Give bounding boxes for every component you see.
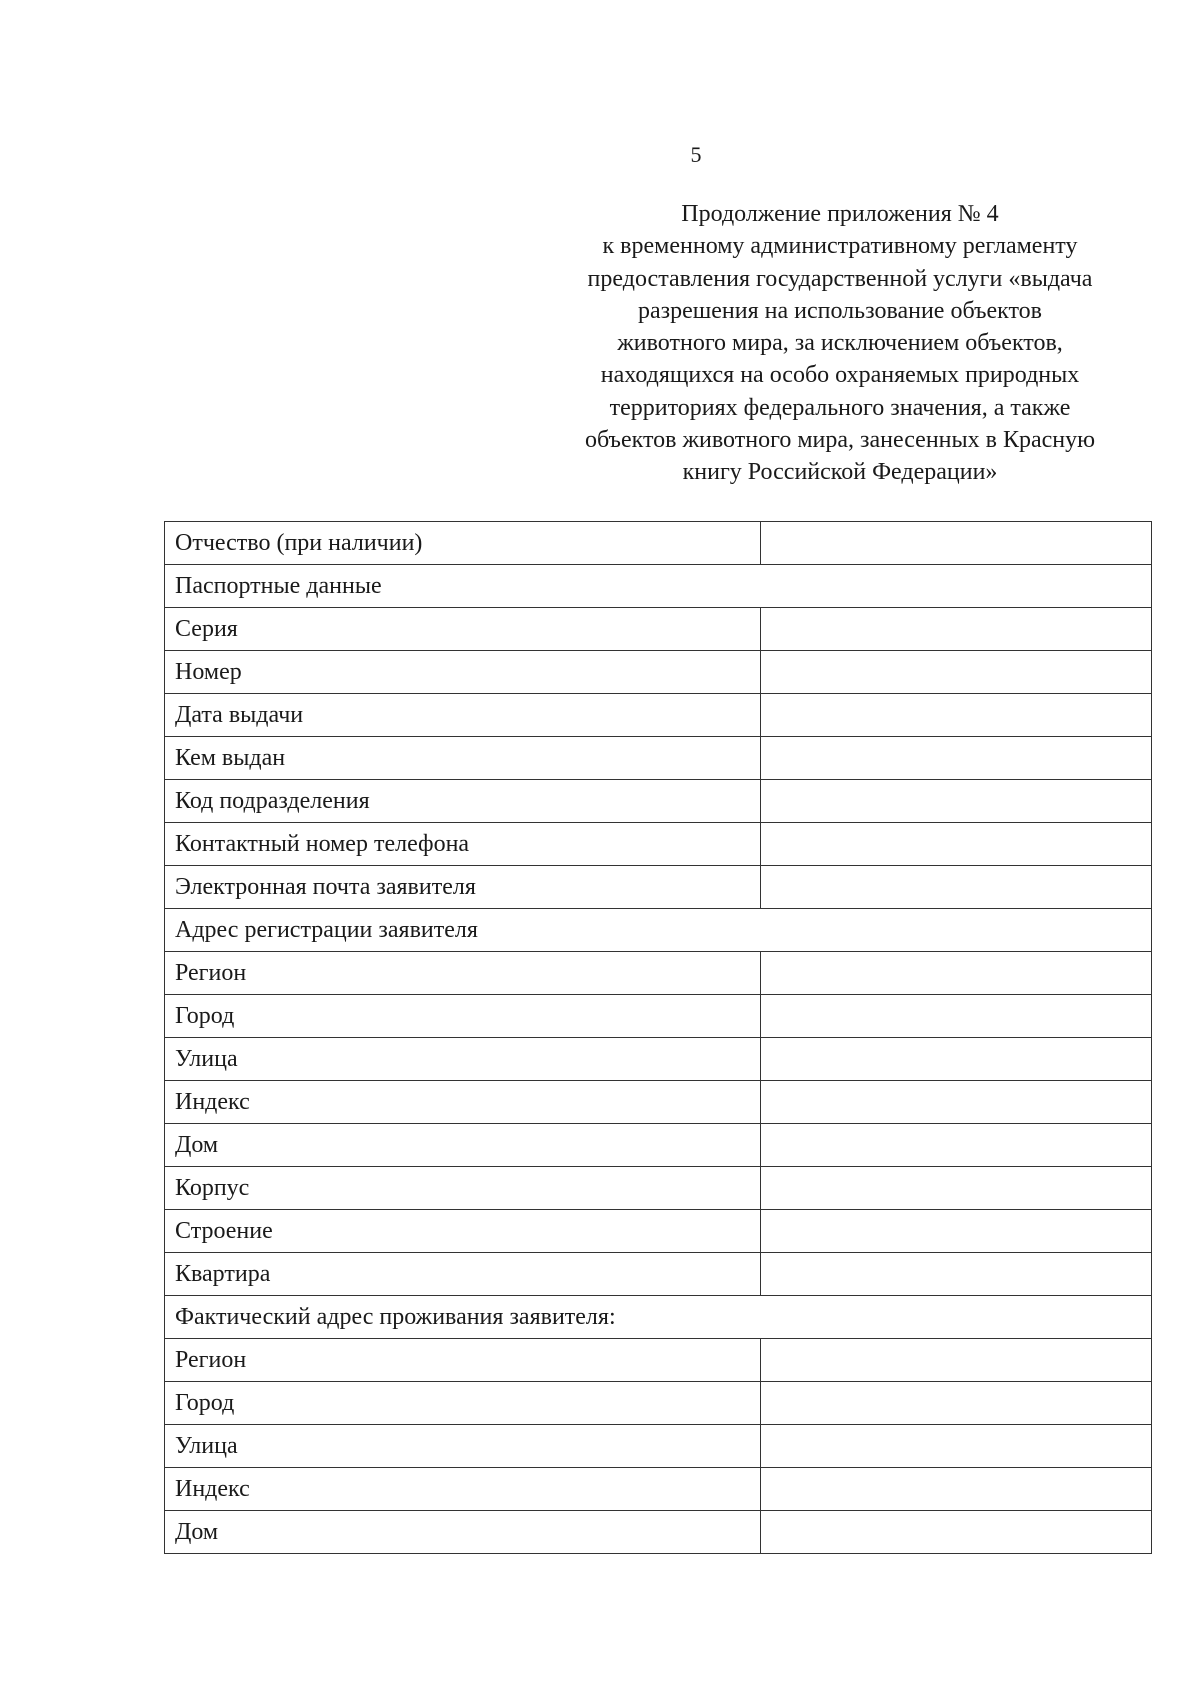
table-row bbox=[165, 1468, 1152, 1511]
table-row bbox=[165, 608, 1152, 651]
field-label: Корпус bbox=[165, 1167, 761, 1210]
table-row bbox=[165, 995, 1152, 1038]
field-label: Квартира bbox=[165, 1253, 761, 1296]
field-value[interactable] bbox=[761, 651, 1152, 694]
field-value[interactable] bbox=[761, 780, 1152, 823]
table-row bbox=[165, 1339, 1152, 1382]
field-label: Город bbox=[165, 995, 761, 1038]
field-value[interactable] bbox=[761, 1038, 1152, 1081]
header-line: находящихся на особо охраняемых природных bbox=[600, 362, 1080, 389]
table-row bbox=[165, 651, 1152, 694]
section-heading: Фактический адрес проживания заявителя: bbox=[165, 1296, 1152, 1339]
field-value[interactable] bbox=[761, 866, 1152, 909]
applicant-data-table-body bbox=[165, 522, 1152, 1554]
table-row bbox=[165, 1167, 1152, 1210]
field-label: Улица bbox=[165, 1425, 761, 1468]
header-line: территориях федерального значения, а также bbox=[609, 394, 1071, 421]
table-row bbox=[165, 1253, 1152, 1296]
field-label: Контактный номер телефона bbox=[165, 823, 761, 866]
table-row bbox=[165, 1382, 1152, 1425]
header-line: объектов животного мира, занесенных в Красную bbox=[584, 427, 1096, 454]
table-row bbox=[165, 952, 1152, 995]
field-label: Дата выдачи bbox=[165, 694, 761, 737]
table-row bbox=[165, 866, 1152, 909]
field-value[interactable] bbox=[761, 823, 1152, 866]
field-label: Серия bbox=[165, 608, 761, 651]
table-row bbox=[165, 780, 1152, 823]
table-row bbox=[165, 823, 1152, 866]
table-row bbox=[165, 522, 1152, 565]
field-label: Строение bbox=[165, 1210, 761, 1253]
field-value[interactable] bbox=[761, 995, 1152, 1038]
page-number: 5 bbox=[690, 142, 702, 167]
field-value[interactable] bbox=[761, 1425, 1152, 1468]
field-label: Дом bbox=[165, 1511, 761, 1554]
field-label: Дом bbox=[165, 1124, 761, 1167]
table-row bbox=[165, 1425, 1152, 1468]
section-row bbox=[165, 565, 1152, 608]
section-heading: Паспортные данные bbox=[165, 565, 1152, 608]
field-value[interactable] bbox=[761, 1081, 1152, 1124]
header-line: предоставления государственной услуги «выдача bbox=[587, 265, 1093, 292]
field-value[interactable] bbox=[761, 1511, 1152, 1554]
field-value[interactable] bbox=[761, 1253, 1152, 1296]
field-label: Улица bbox=[165, 1038, 761, 1081]
table-row bbox=[165, 1081, 1152, 1124]
field-label: Регион bbox=[165, 952, 761, 995]
field-value[interactable] bbox=[761, 608, 1152, 651]
header-line: к временному административному регламенту bbox=[602, 233, 1078, 260]
field-value[interactable] bbox=[761, 694, 1152, 737]
table-row bbox=[165, 1210, 1152, 1253]
field-label: Код подразделения bbox=[165, 780, 761, 823]
field-value[interactable] bbox=[761, 1210, 1152, 1253]
field-value[interactable] bbox=[761, 1382, 1152, 1425]
field-label: Город bbox=[165, 1382, 761, 1425]
table-row bbox=[165, 1038, 1152, 1081]
table-row bbox=[165, 1124, 1152, 1167]
field-value[interactable] bbox=[761, 1339, 1152, 1382]
header-line: разрешения на использование объектов bbox=[638, 297, 1042, 324]
field-value[interactable] bbox=[761, 1468, 1152, 1511]
section-row bbox=[165, 909, 1152, 952]
header-line: Продолжение приложения № 4 bbox=[681, 201, 999, 227]
field-label: Индекс bbox=[165, 1081, 761, 1124]
field-value[interactable] bbox=[761, 1124, 1152, 1167]
field-label: Отчество (при наличии) bbox=[165, 522, 761, 565]
applicant-data-table bbox=[164, 521, 1152, 1554]
field-label: Кем выдан bbox=[165, 737, 761, 780]
field-label: Номер bbox=[165, 651, 761, 694]
header-line: животного мира, за исключением объектов, bbox=[617, 330, 1063, 357]
field-value[interactable] bbox=[761, 522, 1152, 565]
header-line: книгу Российской Федерации» bbox=[682, 459, 998, 486]
table-row bbox=[165, 694, 1152, 737]
field-value[interactable] bbox=[761, 952, 1152, 995]
appendix-header bbox=[540, 198, 1140, 489]
field-value[interactable] bbox=[761, 737, 1152, 780]
table-row bbox=[165, 737, 1152, 780]
field-label: Регион bbox=[165, 1339, 761, 1382]
field-value[interactable] bbox=[761, 1167, 1152, 1210]
section-heading: Адрес регистрации заявителя bbox=[165, 909, 1152, 952]
field-label: Индекс bbox=[165, 1468, 761, 1511]
field-label: Электронная почта заявителя bbox=[165, 866, 761, 909]
section-row bbox=[165, 1296, 1152, 1339]
table-row bbox=[165, 1511, 1152, 1554]
